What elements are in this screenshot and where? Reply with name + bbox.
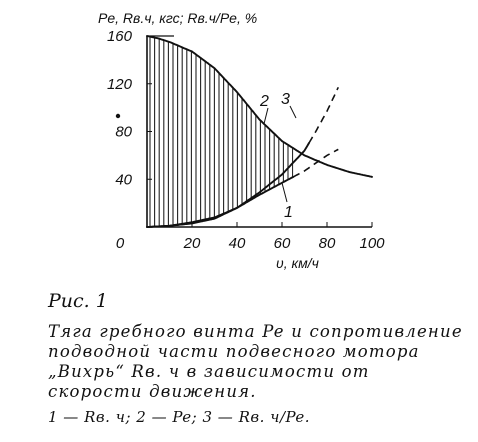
- curve-3-dashed: [309, 87, 338, 143]
- x-axis-label: υ, км/ч: [276, 255, 319, 271]
- leader-line-2: [264, 108, 268, 124]
- x-tick-label: 80: [318, 235, 336, 252]
- y-tick-label: 40: [115, 171, 132, 189]
- figure-legend: 1 — Rв. ч; 2 — Pe; 3 — Rв. ч/Pe.: [48, 408, 311, 426]
- y-tick-label: 160: [106, 28, 132, 45]
- x-tick-label: 20: [183, 235, 201, 252]
- y-axis-label: Pe, Rв.ч, кгс; Rв.ч/Pe, %: [98, 10, 258, 26]
- y-tick-label: 120: [106, 75, 132, 93]
- x-tick-label: 100: [359, 235, 385, 252]
- x-tick-label: 40: [228, 235, 246, 252]
- curve-label-2: 2: [260, 93, 269, 110]
- x-tick-label: 0: [115, 235, 125, 252]
- dot-marker: [116, 114, 120, 118]
- y-tick-label: 80: [115, 123, 132, 141]
- curve-label-1: 1: [284, 204, 293, 221]
- curves: [147, 36, 372, 227]
- x-tick-label: 60: [273, 235, 291, 252]
- curve-label-3: 3: [281, 91, 290, 108]
- leader-line-3: [290, 106, 296, 118]
- leader-line-1: [282, 183, 287, 202]
- figure-number: Рис. 1: [48, 290, 108, 312]
- figure-caption: Тяга гребного винта Pe и сопротивление подводной части подвесного мотора „Вихрь“ Rв. ч в зависимости от скорости движения.: [48, 322, 463, 401]
